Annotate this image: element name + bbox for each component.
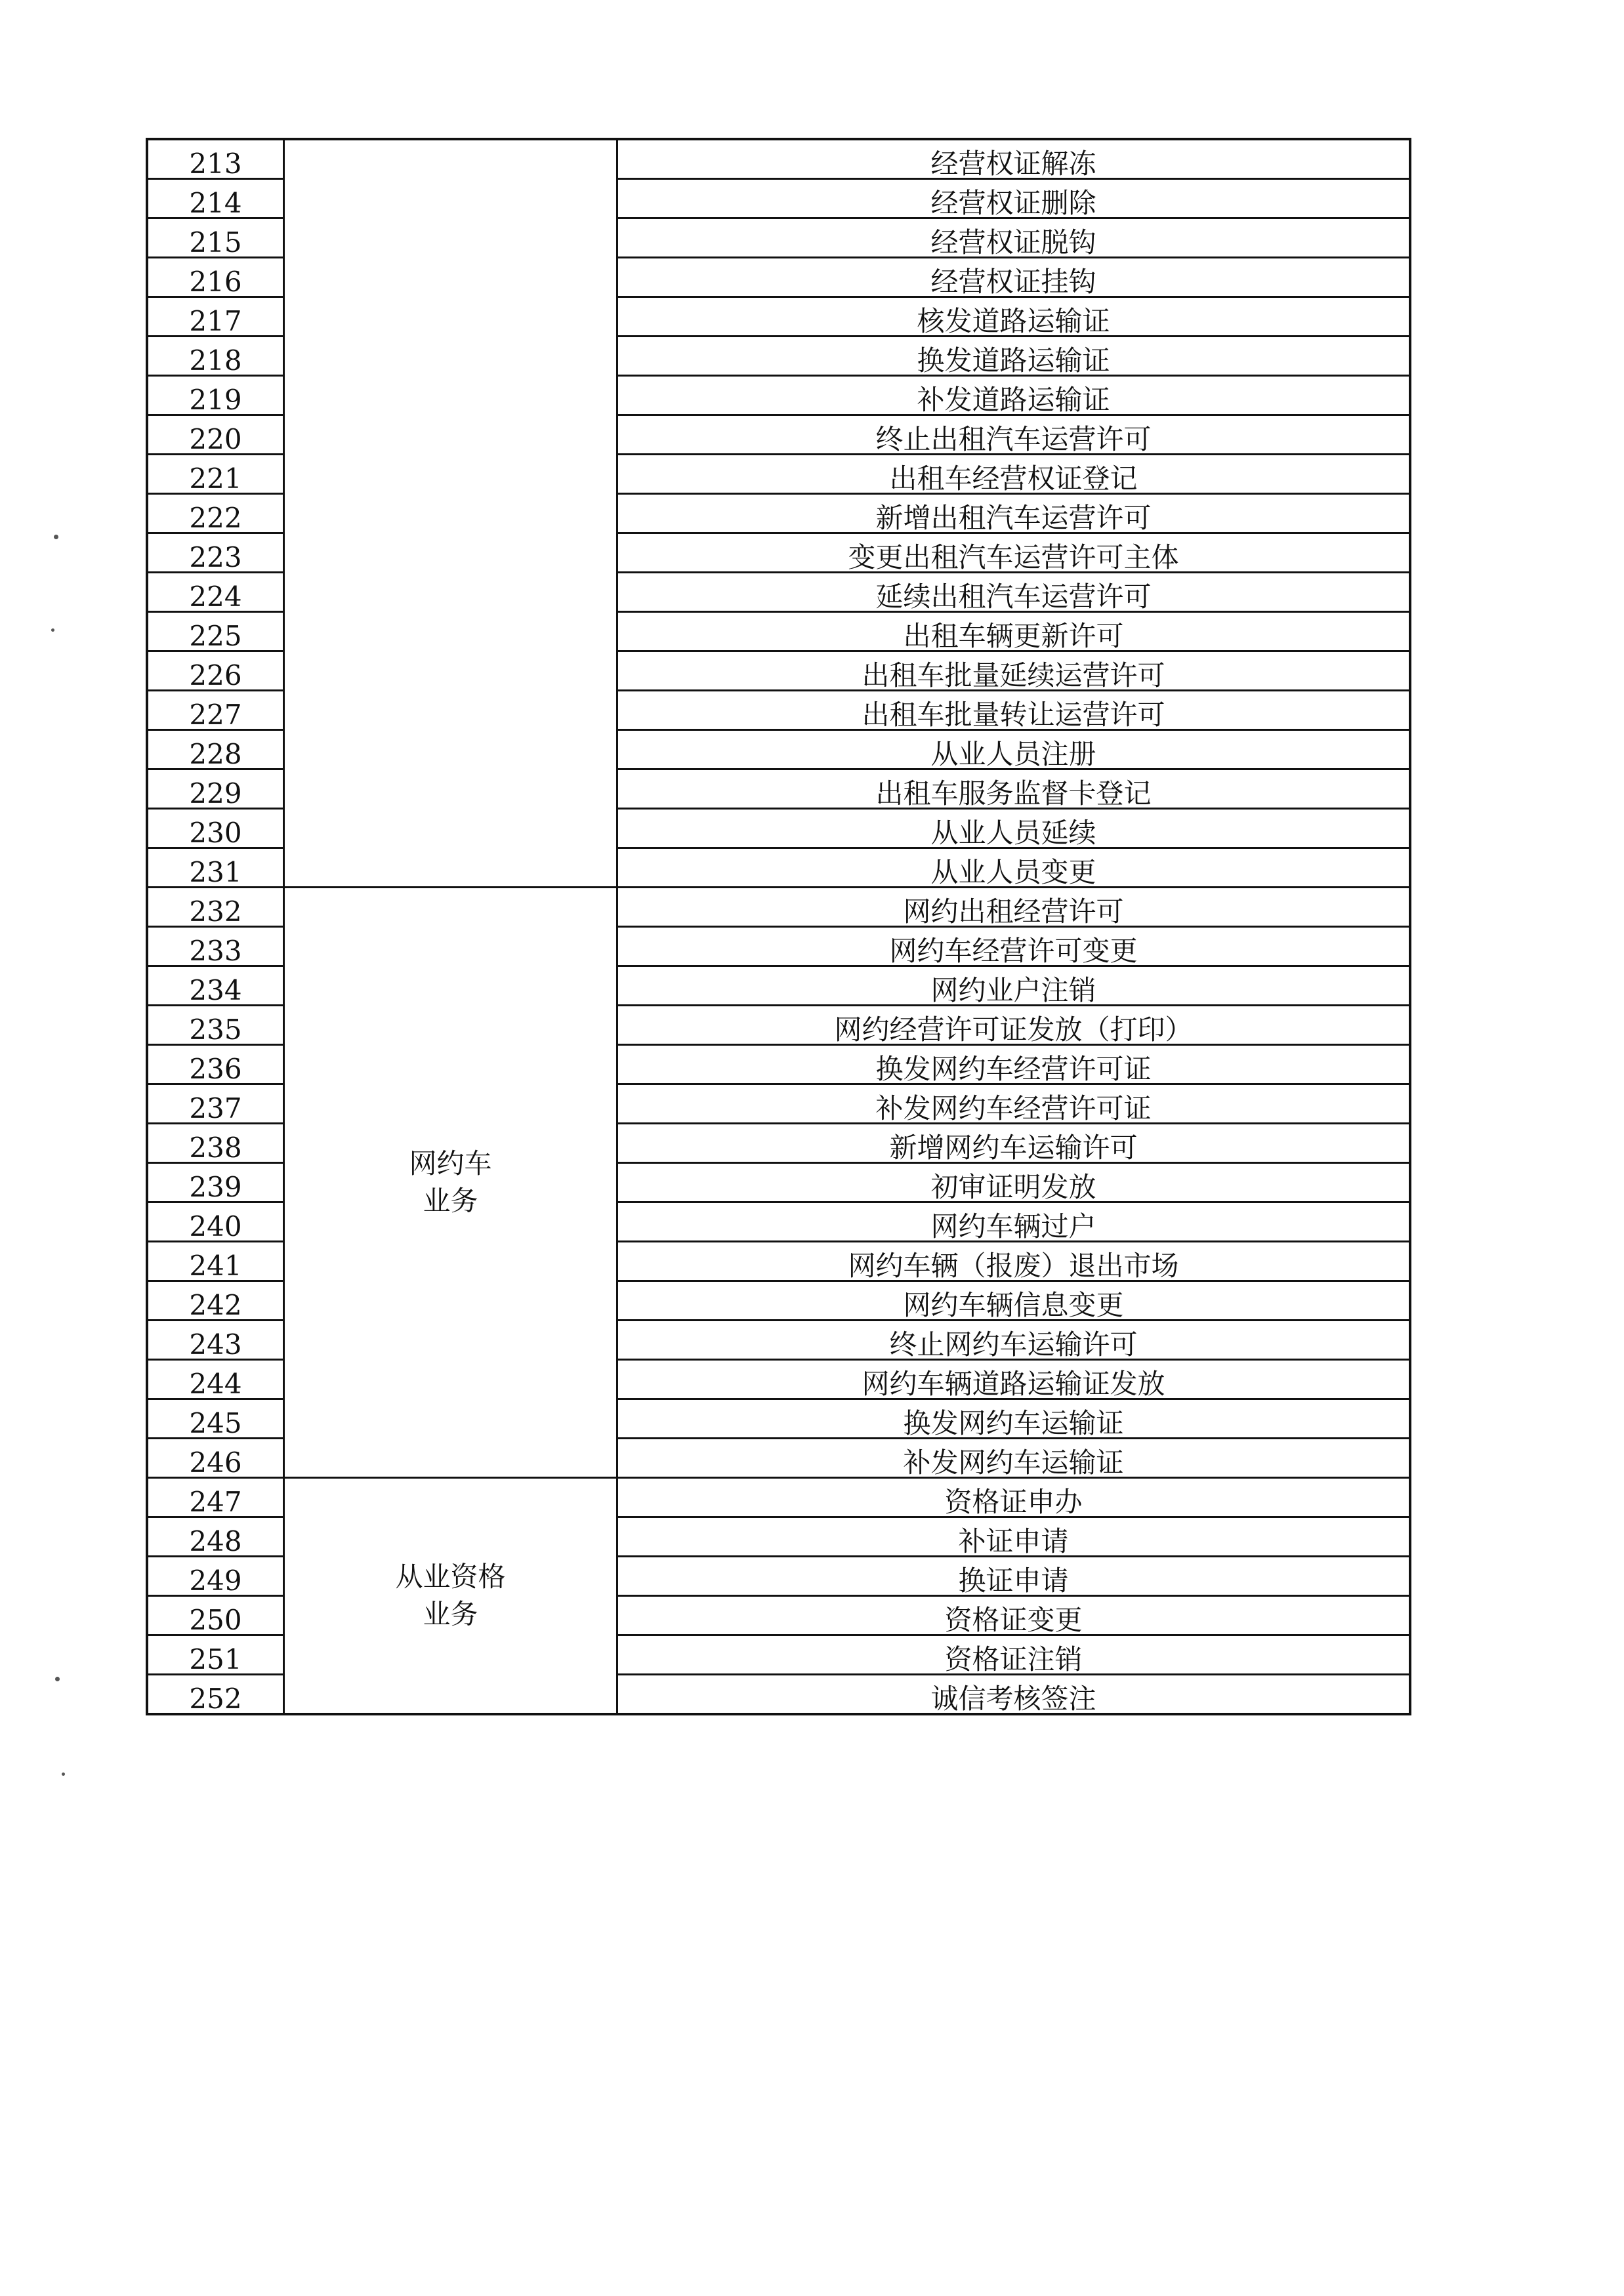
row-number: 249 — [147, 1557, 284, 1596]
row-number: 232 — [147, 888, 284, 927]
service-item: 出租车服务监督卡登记 — [617, 769, 1411, 809]
service-item: 资格证注销 — [617, 1635, 1411, 1675]
service-item: 新增出租汽车运营许可 — [617, 494, 1411, 533]
service-item: 资格证申办 — [617, 1478, 1411, 1517]
row-number: 226 — [147, 651, 284, 691]
row-number: 241 — [147, 1242, 284, 1281]
service-item: 终止出租汽车运营许可 — [617, 415, 1411, 455]
row-number: 219 — [147, 376, 284, 415]
service-item: 网约车辆道路运输证发放 — [617, 1360, 1411, 1399]
category-cell — [284, 888, 617, 1478]
category-label-line: 从业资格 — [395, 1560, 506, 1593]
row-number: 236 — [147, 1045, 284, 1084]
row-number: 214 — [147, 179, 284, 218]
category-label-line: 网约车 — [409, 1147, 492, 1179]
table-row — [147, 139, 1410, 179]
service-item: 网约经营许可证发放（打印） — [617, 1006, 1411, 1045]
table-body — [147, 139, 1410, 1714]
row-number: 217 — [147, 297, 284, 337]
service-item: 网约车辆（报废）退出市场 — [617, 1242, 1411, 1281]
row-number: 223 — [147, 533, 284, 573]
row-number: 216 — [147, 258, 284, 297]
service-item: 经营权证脱钩 — [617, 218, 1411, 258]
row-number: 250 — [147, 1596, 284, 1635]
service-item: 从业人员变更 — [617, 848, 1411, 888]
row-number: 213 — [147, 139, 284, 179]
row-number: 218 — [147, 337, 284, 376]
row-number: 227 — [147, 691, 284, 730]
service-item: 网约出租经营许可 — [617, 888, 1411, 927]
service-item: 网约车经营许可变更 — [617, 927, 1411, 966]
service-item: 诚信考核签注 — [617, 1675, 1411, 1715]
table-row — [147, 1478, 1410, 1517]
row-number: 235 — [147, 1006, 284, 1045]
row-number: 251 — [147, 1635, 284, 1675]
row-number: 252 — [147, 1675, 284, 1715]
service-item: 初审证明发放 — [617, 1163, 1411, 1202]
row-number: 240 — [147, 1202, 284, 1242]
service-item: 经营权证删除 — [617, 179, 1411, 218]
service-item: 换发网约车运输证 — [617, 1399, 1411, 1439]
row-number: 248 — [147, 1517, 284, 1557]
service-item: 出租车经营权证登记 — [617, 455, 1411, 494]
service-item: 换发网约车经营许可证 — [617, 1045, 1411, 1084]
category-cell — [284, 1478, 617, 1715]
row-number: 243 — [147, 1321, 284, 1360]
scan-speck — [62, 1773, 65, 1776]
service-item: 换证申请 — [617, 1557, 1411, 1596]
service-item: 网约业户注销 — [617, 966, 1411, 1006]
row-number: 224 — [147, 573, 284, 612]
service-item: 经营权证挂钩 — [617, 258, 1411, 297]
service-item: 补发网约车运输证 — [617, 1439, 1411, 1478]
row-number: 220 — [147, 415, 284, 455]
row-number: 238 — [147, 1124, 284, 1163]
service-item: 补发网约车经营许可证 — [617, 1084, 1411, 1124]
service-item: 出租车批量延续运营许可 — [617, 651, 1411, 691]
table-row — [147, 888, 1410, 927]
row-number: 228 — [147, 730, 284, 769]
row-number: 247 — [147, 1478, 284, 1517]
service-item: 变更出租汽车运营许可主体 — [617, 533, 1411, 573]
category-cell — [284, 139, 617, 888]
service-item: 出租车辆更新许可 — [617, 612, 1411, 651]
category-label — [409, 1145, 491, 1220]
service-item: 换发道路运输证 — [617, 337, 1411, 376]
row-number: 245 — [147, 1399, 284, 1439]
row-number: 234 — [147, 966, 284, 1006]
scan-speck — [51, 628, 54, 632]
service-item: 网约车辆信息变更 — [617, 1281, 1411, 1321]
row-number: 221 — [147, 455, 284, 494]
service-item: 新增网约车运输许可 — [617, 1124, 1411, 1163]
service-item: 核发道路运输证 — [617, 297, 1411, 337]
row-number: 242 — [147, 1281, 284, 1321]
row-number: 222 — [147, 494, 284, 533]
category-label-line: 业务 — [423, 1597, 478, 1630]
service-item: 从业人员延续 — [617, 809, 1411, 848]
row-number: 239 — [147, 1163, 284, 1202]
row-number: 225 — [147, 612, 284, 651]
service-item: 从业人员注册 — [617, 730, 1411, 769]
service-item: 补发道路运输证 — [617, 376, 1411, 415]
row-number: 229 — [147, 769, 284, 809]
row-number: 237 — [147, 1084, 284, 1124]
category-label — [395, 1559, 505, 1633]
row-number: 230 — [147, 809, 284, 848]
category-label-line: 业务 — [423, 1184, 478, 1217]
row-number: 231 — [147, 848, 284, 888]
service-item: 终止网约车运输许可 — [617, 1321, 1411, 1360]
scan-speck — [54, 535, 58, 539]
service-item: 出租车批量转让运营许可 — [617, 691, 1411, 730]
service-item: 网约车辆过户 — [617, 1202, 1411, 1242]
row-number: 233 — [147, 927, 284, 966]
row-number: 244 — [147, 1360, 284, 1399]
scan-speck — [55, 1677, 60, 1681]
row-number: 215 — [147, 218, 284, 258]
service-item: 补证申请 — [617, 1517, 1411, 1557]
row-number: 246 — [147, 1439, 284, 1478]
services-table — [146, 138, 1411, 1715]
service-item: 资格证变更 — [617, 1596, 1411, 1635]
service-item: 延续出租汽车运营许可 — [617, 573, 1411, 612]
service-item: 经营权证解冻 — [617, 139, 1411, 179]
